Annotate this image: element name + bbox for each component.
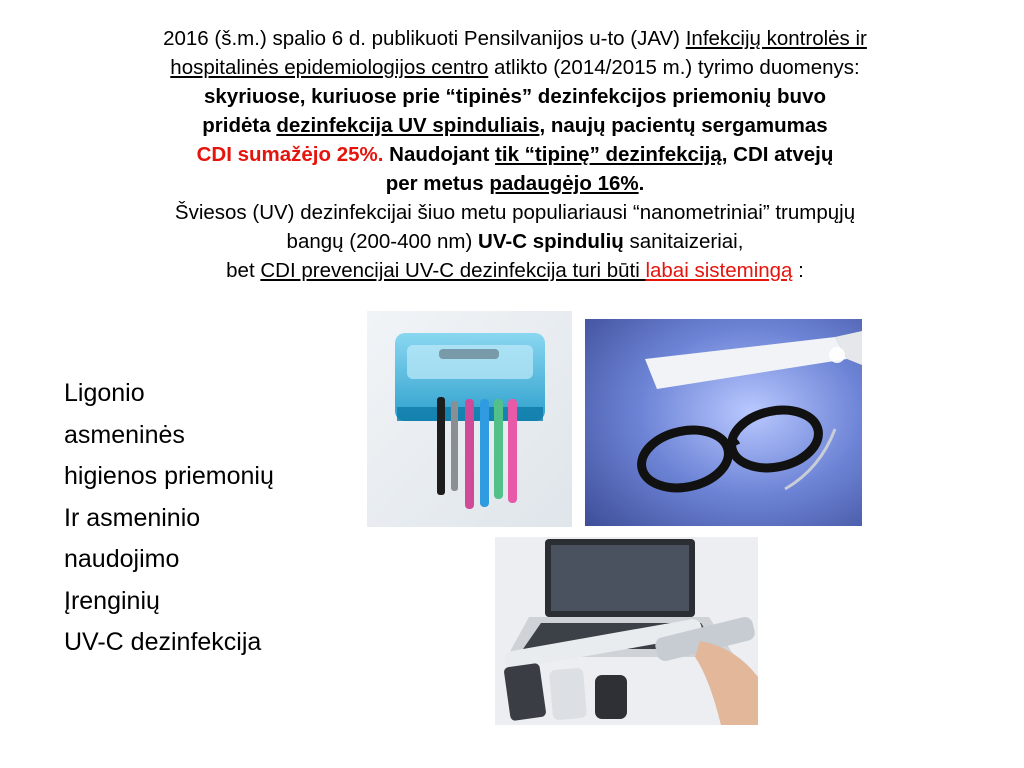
- side-line-7: UV-C dezinfekcija: [64, 628, 262, 656]
- intro-line-1: 2016 (š.m.) spalio 6 d. publikuoti Pensilvanijos u-to (JAV) Infekcijų kontrolės ir: [163, 27, 867, 50]
- intro-paragraph: [40, 24, 990, 285]
- intro-line-6: per metus padaugėjo 16%.: [385, 172, 645, 195]
- side-line-1: Ligonio: [64, 379, 145, 407]
- intro-line-3: skyriuose, kuriuose prie “tipinės” dezinfekcijos priemonių buvo: [204, 85, 826, 108]
- intro-line-2: hospitalinės epidemiologijos centro atlikto (2014/2015 m.) tyrimo duomenys:: [170, 56, 860, 79]
- side-line-5: naudojimo: [64, 545, 180, 573]
- side-line-2: asmeninės: [64, 420, 185, 449]
- side-caption: [64, 373, 274, 664]
- toothbrush-sanitizer-photo: [367, 311, 572, 527]
- intro-line-9: bet CDI prevencijai UV-C dezinfekcija turi būti labai sistemingą :: [226, 259, 804, 282]
- side-line-3: higienos priemonių: [64, 462, 274, 490]
- intro-line-7: Šviesos (UV) dezinfekcijai šiuo metu populiariausi “nanometriniai” trumpųjų: [174, 201, 856, 224]
- uv-laptop-photo: [495, 537, 758, 725]
- side-line-6: Įrenginių: [64, 586, 160, 615]
- intro-line-5: CDI sumažėjo 25%. Naudojant tik “tipinę” dezinfekciją, CDI atvejų: [196, 143, 834, 166]
- intro-line-8: bangų (200-400 nm) UV-C spindulių sanitaizeriai,: [286, 230, 744, 253]
- uv-glasses-photo: [585, 319, 862, 526]
- side-line-4: Ir asmeninio: [64, 503, 201, 532]
- intro-line-4: pridėta dezinfekcija UV spinduliais, naujų pacientų sergamumas: [202, 114, 828, 137]
